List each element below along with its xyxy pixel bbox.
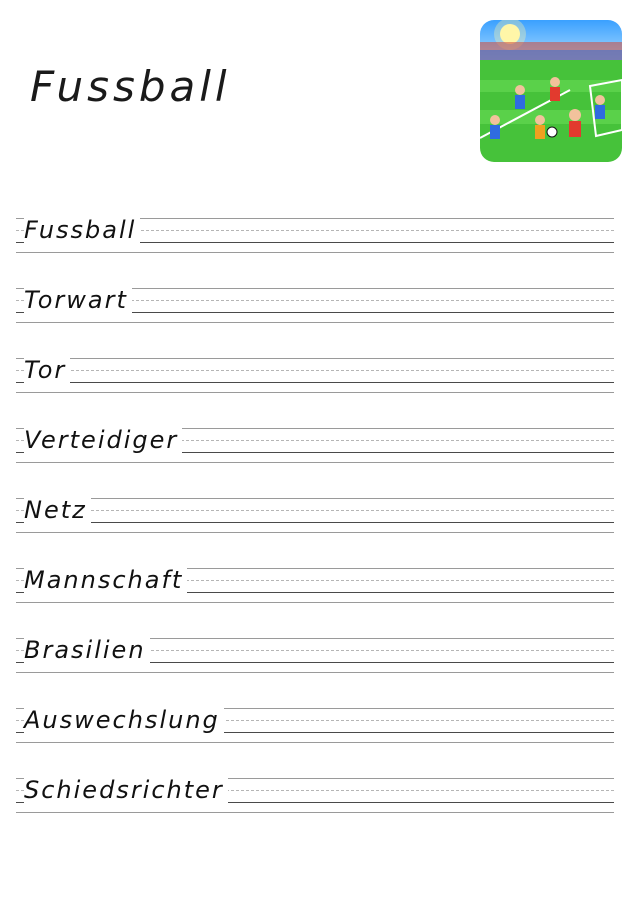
descender-line — [16, 392, 614, 393]
practice-word: Auswechslung — [24, 706, 224, 734]
practice-word: Fussball — [24, 216, 140, 244]
practice-word: Tor — [24, 356, 70, 384]
guide-line — [16, 498, 614, 499]
soccer-illustration — [480, 20, 622, 162]
practice-row — [16, 212, 614, 282]
practice-row — [16, 562, 614, 632]
handwriting-practice-lines — [16, 212, 614, 842]
dashed-midline — [16, 510, 614, 511]
practice-row — [16, 702, 614, 772]
descender-line — [16, 462, 614, 463]
practice-row — [16, 422, 614, 492]
descender-line — [16, 532, 614, 533]
practice-word: Torwart — [24, 286, 132, 314]
practice-word: Netz — [24, 496, 91, 524]
descender-line — [16, 322, 614, 323]
dashed-midline — [16, 370, 614, 371]
guide-line — [16, 358, 614, 359]
worksheet-title: Fussball — [30, 62, 231, 111]
practice-row — [16, 282, 614, 352]
practice-word: Schiedsrichter — [24, 776, 228, 804]
descender-line — [16, 602, 614, 603]
descender-line — [16, 742, 614, 743]
practice-word: Mannschaft — [24, 566, 187, 594]
descender-line — [16, 672, 614, 673]
practice-row — [16, 352, 614, 422]
practice-row — [16, 492, 614, 562]
baseline — [16, 382, 614, 383]
practice-row — [16, 772, 614, 842]
practice-word: Brasilien — [24, 636, 150, 664]
practice-row — [16, 632, 614, 702]
descender-line — [16, 812, 614, 813]
descender-line — [16, 252, 614, 253]
practice-word: Verteidiger — [24, 426, 182, 454]
soccer-match-icon — [480, 20, 622, 162]
baseline — [16, 522, 614, 523]
